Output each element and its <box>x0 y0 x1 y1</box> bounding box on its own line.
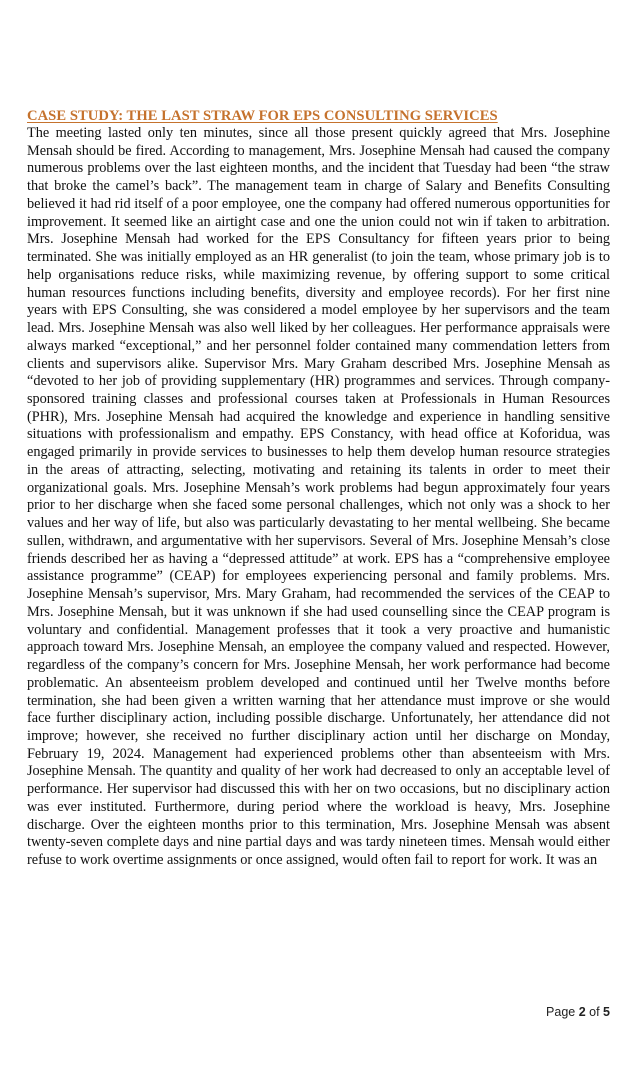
page-number <box>546 1005 610 1019</box>
page-of: of <box>585 1005 604 1019</box>
case-study-heading: CASE STUDY: THE LAST STRAW FOR EPS CONSULTING SERVICES <box>27 108 498 124</box>
page-total: 5 <box>603 1005 610 1019</box>
page-current: 2 <box>578 1005 586 1019</box>
page-prefix: Page <box>546 1005 579 1019</box>
case-study-body: The meeting lasted only ten minutes, since all those present quickly agreed that Mrs. Josephine Mensah should be fired. According to management, Mrs. Josephine Mensah had caused the company numerous problems over the last eighteen months, and the incident that Tuesday had been “the straw that broke the camel’s back”. The management team in charge of Salary and Benefits Consulting believed it had rid itself of a poor employee, one the company had offered numerous opportunities for improvement. It seemed like an airtight case and one the union could not win if taken to arbitration. Mrs. Josephine Mensah had worked for the EPS Consultancy for fifteen years prior to being terminated. She was initially employed as an HR generalist (to join the team, whose primary job is to help organisations reduce risks, while maximizing revenue, by offering support to some critical human resources functions including benefits, diversity and employee records). For her first nine years with EPS Consulting, she was considered a model employee by her supervisors and the team lead. Mrs. Josephine Mensah was also well liked by her colleagues. Her performance appraisals were always marked “exceptional,” and her personnel folder contained many commendation letters from clients and supervisors alike. Supervisor Mrs. Mary Graham described Mrs. Josephine Mensah as “devoted to her job of providing supplementary (HR) programmes and services. Through company-sponsored training classes and professional courses taken at Professionals in Human Resources (PHR), Mrs. Josephine Mensah had acquired the knowledge and experience in handling sensitive situations with professionalism and empathy. EPS Constancy, with head office at Koforidua, was engaged primarily in provide services to businesses to help them develop human resource strategies in the areas of attracting, selecting, motivating and retaining its talents in order to meet their organizational goals. Mrs. Josephine Mensah’s work problems had begun approximately four years prior to her discharge when she faced some personal challenges, which not only was a shock to her values and her way of life, but also was particularly devastating to her mental wellbeing. She became sullen, withdrawn, and argumentative with her supervisors. Several of Mrs. Josephine Mensah’s close friends described her as having a “depressed attitude” at work. EPS has a “comprehensive employee assistance programme” (CEAP) for employees experiencing personal and family problems. Mrs. Josephine Mensah’s supervisor, Mrs. Mary Graham, had recommended the services of the CEAP to Mrs. Josephine Mensah, but it was unknown if she had used counselling since the CEAP program is voluntary and confidential. Management professes that it took a very proactive and humanistic approach toward Mrs. Josephine Mensah, an employee the company valued and respected. However, regardless of the company’s concern for Mrs. Josephine Mensah, her work performance had become problematic. An absenteeism problem developed and continued until her Twelve months before termination, she had been given a written warning that her attendance must improve or she would face further disciplinary action, including possible discharge. Unfortunately, her attendance did not improve; however, she received no further disciplinary action until her discharge on Monday, February 19, 2024. Management had experienced problems other than absenteeism with Mrs. Josephine Mensah. The quantity and quality of her work had decreased to only an acceptable level of performance. Her supervisor had discussed this with her on two occasions, but no disciplinary action was ever instituted. Furthermore, during period where the workload is heavy, Mrs. Josephine discharge. Over the eighteen months prior to this termination, Mrs. Josephine Mensah was absent twenty-seven complete days and nine partial days and was tardy nineteen times. Mensah would either refuse to work overtime assignments or once assigned, would often fail to report for work. It was an <box>27 125 610 869</box>
